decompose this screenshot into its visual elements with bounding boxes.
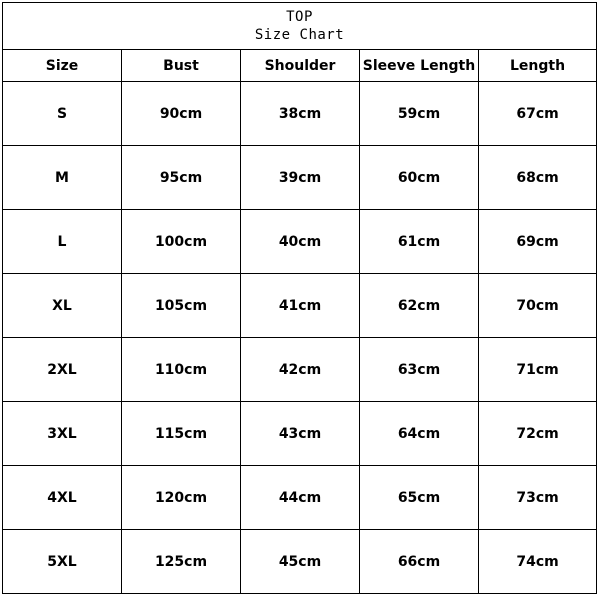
table-row xyxy=(3,210,597,274)
shoulder-cell: 44cm xyxy=(241,466,360,530)
column-header-bust: Bust xyxy=(122,50,241,82)
column-header-sleeve-length: Sleeve Length xyxy=(360,50,479,82)
shoulder-cell: 43cm xyxy=(241,402,360,466)
sleeve-length-cell: 65cm xyxy=(360,466,479,530)
table-row xyxy=(3,466,597,530)
table-row xyxy=(3,402,597,466)
column-header-shoulder: Shoulder xyxy=(241,50,360,82)
shoulder-cell: 41cm xyxy=(241,274,360,338)
column-header-size: Size xyxy=(3,50,122,82)
size-cell: 2XL xyxy=(3,338,122,402)
bust-cell: 95cm xyxy=(122,146,241,210)
table-row xyxy=(3,146,597,210)
size-chart-table xyxy=(2,2,597,594)
sleeve-length-cell: 66cm xyxy=(360,530,479,594)
length-cell: 74cm xyxy=(479,530,597,594)
shoulder-cell: 38cm xyxy=(241,82,360,146)
column-header-length: Length xyxy=(479,50,597,82)
bust-cell: 100cm xyxy=(122,210,241,274)
size-cell: M xyxy=(3,146,122,210)
length-cell: 73cm xyxy=(479,466,597,530)
size-cell: 5XL xyxy=(3,530,122,594)
size-cell: L xyxy=(3,210,122,274)
table-row xyxy=(3,274,597,338)
size-cell: XL xyxy=(3,274,122,338)
sleeve-length-cell: 60cm xyxy=(360,146,479,210)
size-cell: 3XL xyxy=(3,402,122,466)
bust-cell: 125cm xyxy=(122,530,241,594)
bust-cell: 120cm xyxy=(122,466,241,530)
length-cell: 72cm xyxy=(479,402,597,466)
length-cell: 68cm xyxy=(479,146,597,210)
shoulder-cell: 40cm xyxy=(241,210,360,274)
chart-title: TOP xyxy=(286,9,313,25)
title-row xyxy=(3,3,597,50)
shoulder-cell: 39cm xyxy=(241,146,360,210)
header-row xyxy=(3,50,597,82)
bust-cell: 110cm xyxy=(122,338,241,402)
bust-cell: 90cm xyxy=(122,82,241,146)
shoulder-cell: 42cm xyxy=(241,338,360,402)
table-row xyxy=(3,530,597,594)
table-row xyxy=(3,82,597,146)
chart-subtitle: Size Chart xyxy=(254,27,345,43)
sleeve-length-cell: 61cm xyxy=(360,210,479,274)
length-cell: 70cm xyxy=(479,274,597,338)
table-row xyxy=(3,338,597,402)
shoulder-cell: 45cm xyxy=(241,530,360,594)
length-cell: 71cm xyxy=(479,338,597,402)
sleeve-length-cell: 62cm xyxy=(360,274,479,338)
bust-cell: 115cm xyxy=(122,402,241,466)
length-cell: 67cm xyxy=(479,82,597,146)
sleeve-length-cell: 64cm xyxy=(360,402,479,466)
size-cell: 4XL xyxy=(3,466,122,530)
sleeve-length-cell: 59cm xyxy=(360,82,479,146)
length-cell: 69cm xyxy=(479,210,597,274)
bust-cell: 105cm xyxy=(122,274,241,338)
sleeve-length-cell: 63cm xyxy=(360,338,479,402)
size-cell: S xyxy=(3,82,122,146)
chart-title-cell xyxy=(3,3,597,50)
